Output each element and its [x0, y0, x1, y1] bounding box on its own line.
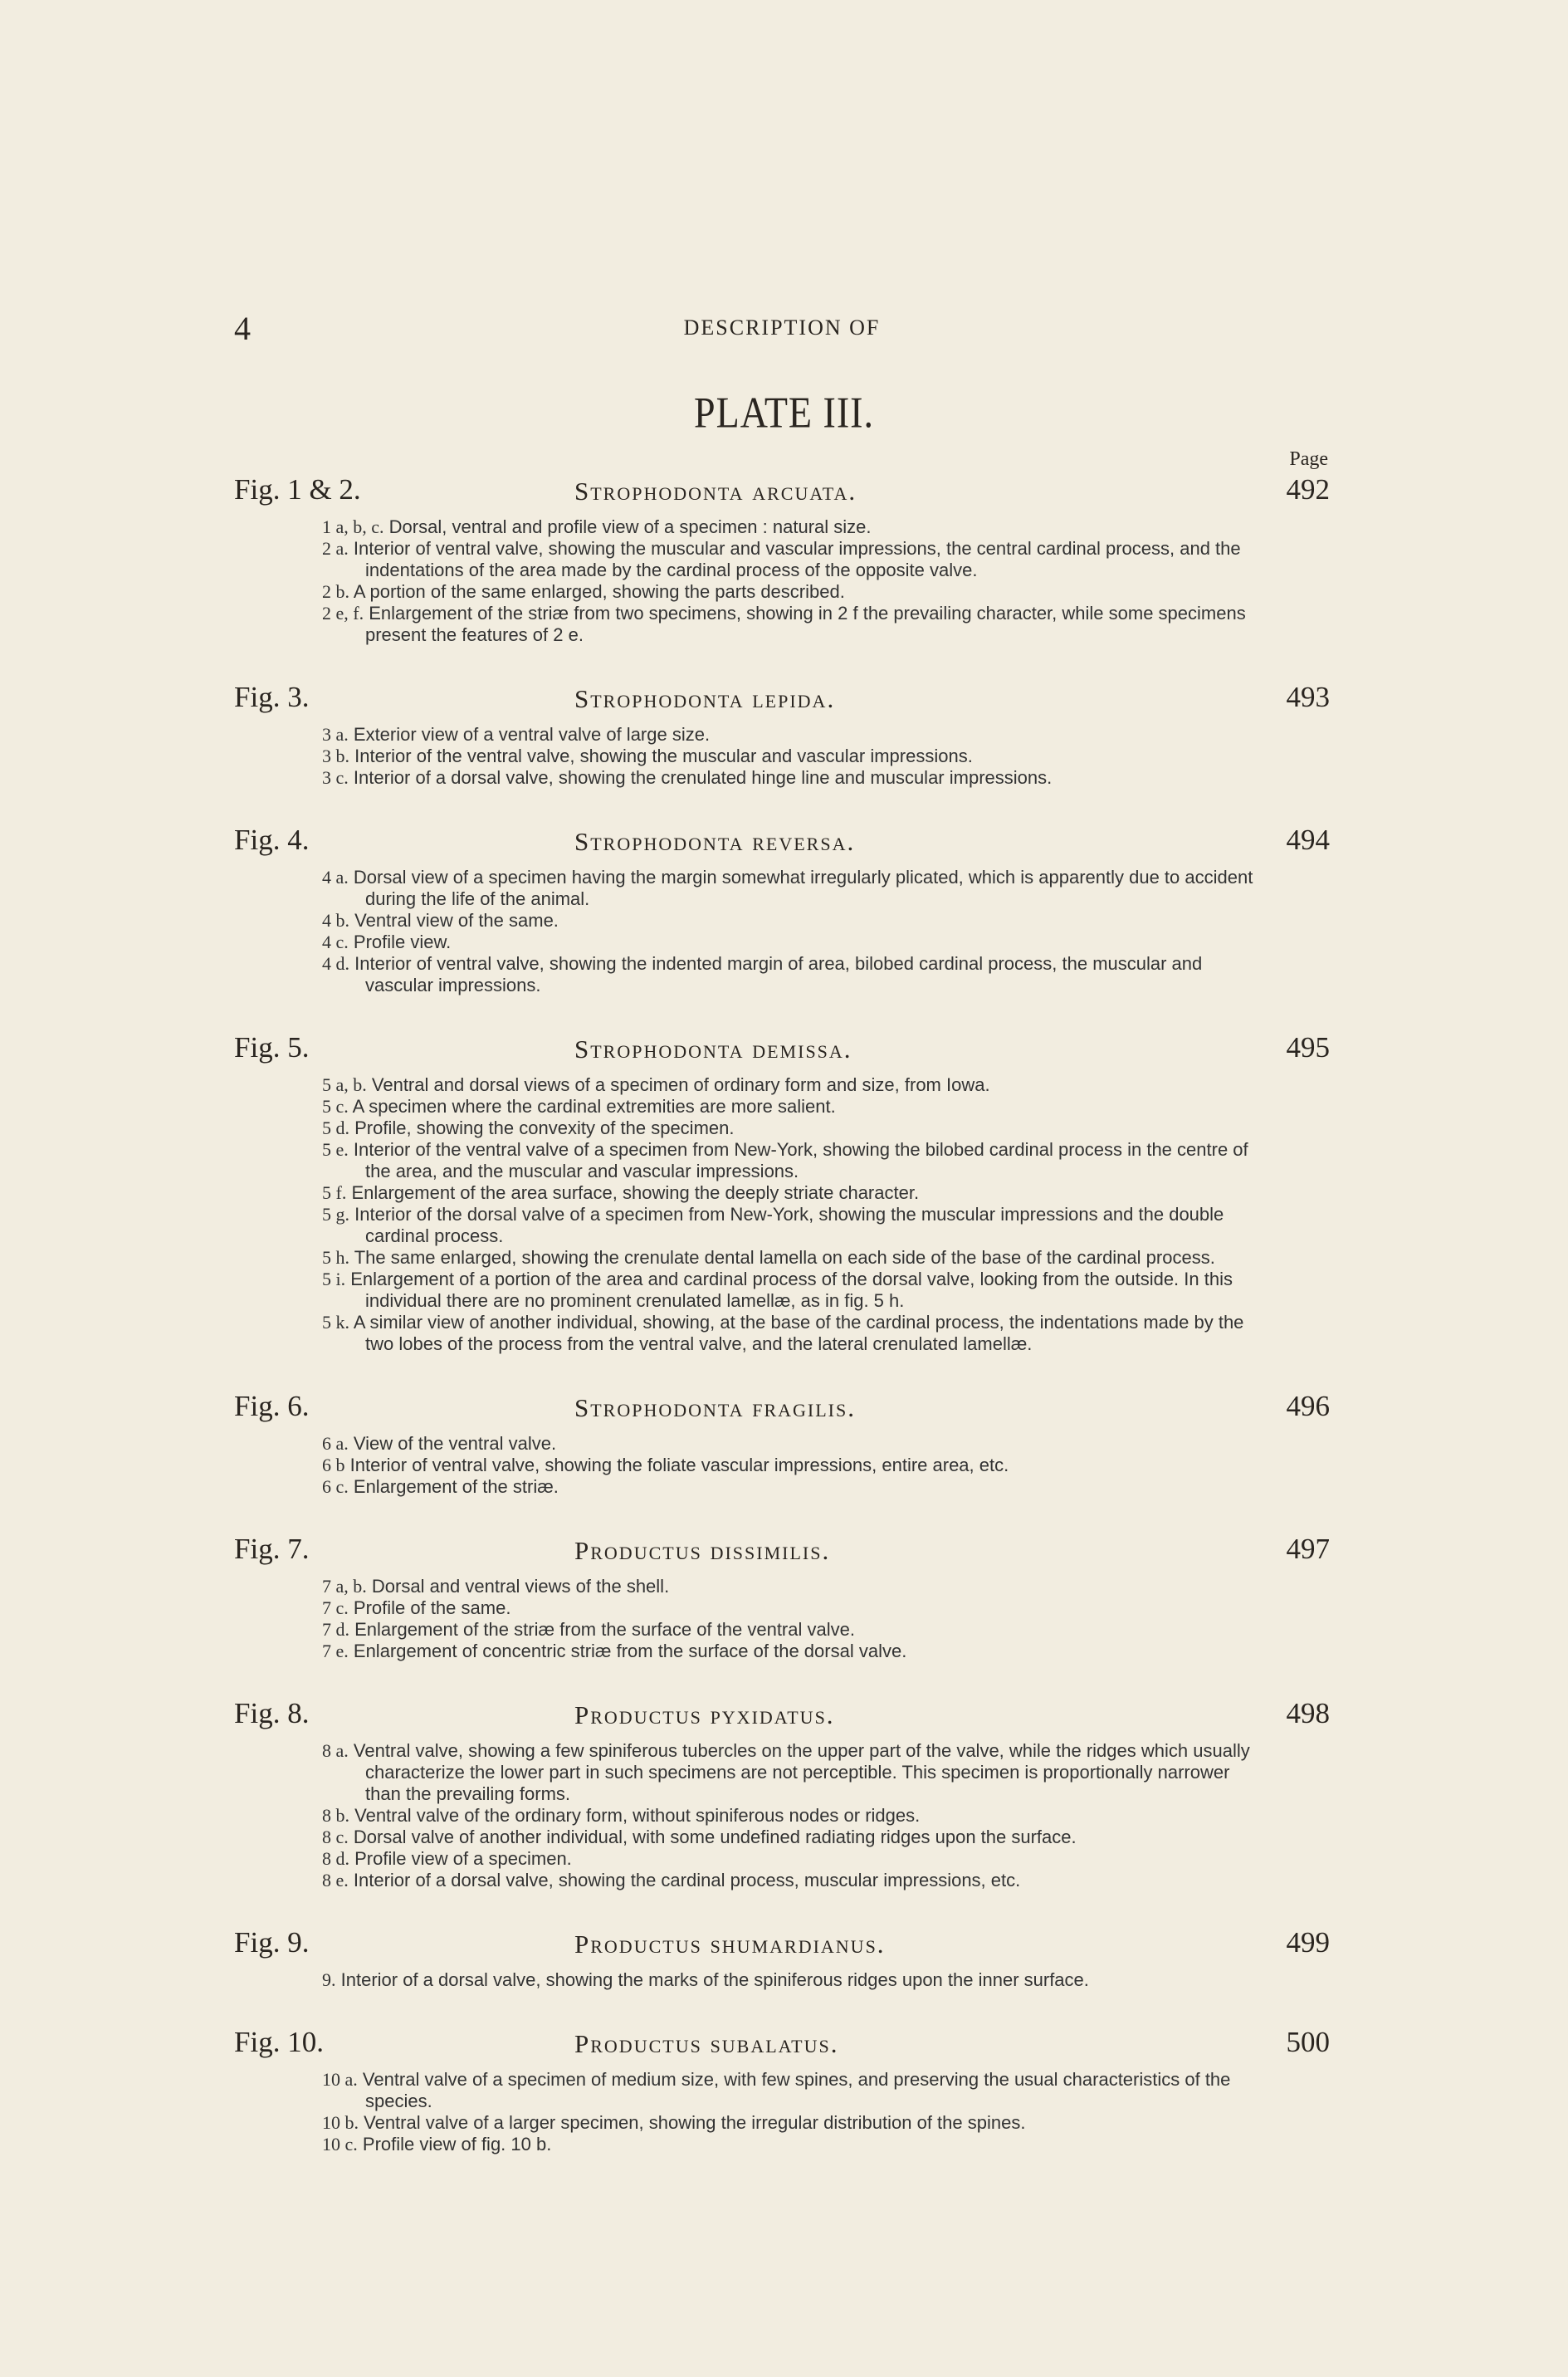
plate-title: PLATE III.	[694, 388, 874, 437]
figure-entry	[322, 1312, 1265, 1355]
figure-entry	[322, 1805, 1265, 1827]
entry-label: 5 i.	[322, 1269, 346, 1289]
entry-text: Dorsal, ventral and profile view of a specimen : natural size.	[388, 516, 872, 537]
figure-entry	[322, 1969, 1265, 1991]
species-name: Productus subalatus.	[574, 2029, 839, 2058]
figure-entry	[322, 1139, 1265, 1182]
figure-entries	[322, 1576, 1265, 1662]
figure-entries	[322, 867, 1265, 996]
entry-text: A similar view of another individual, showing, at the base of the cardinal process, the indentations made by the two lobes of the process from the ventral valve, and the lateral crenulated lamellæ.	[353, 1312, 1244, 1354]
figure-section	[234, 2026, 1330, 2155]
entry-label: 10 a.	[322, 2069, 358, 2090]
figure-section	[234, 1533, 1330, 1662]
entry-label: 5 e.	[322, 1139, 349, 1160]
figure-entry	[322, 1269, 1265, 1312]
entry-label: 9.	[322, 1969, 336, 1990]
figure-entry	[322, 1074, 1265, 1096]
figure-entry	[322, 1096, 1265, 1118]
plate-description	[234, 473, 1330, 2190]
entry-label: 5 f.	[322, 1182, 347, 1203]
entry-text: Profile, showing the convexity of the specimen.	[354, 1118, 735, 1138]
figure-entry	[322, 603, 1265, 646]
figure-entry	[322, 910, 1265, 932]
figure-label: Fig. 8.	[234, 1697, 310, 1729]
entry-label: 2 a.	[322, 538, 349, 559]
figure-entry	[322, 1597, 1265, 1619]
figure-entry	[322, 1433, 1265, 1455]
entry-text: Interior of ventral valve, showing the foliate vascular impressions, entire area, etc.	[349, 1455, 1009, 1475]
page-reference: 498	[1286, 1697, 1330, 1729]
entry-text: Enlargement of concentric striæ from the surface of the dorsal valve.	[353, 1641, 907, 1661]
figure-heading	[234, 681, 1330, 724]
page-reference: 492	[1286, 473, 1330, 506]
entry-text: Enlargement of the striæ.	[353, 1476, 559, 1497]
figure-section	[234, 473, 1330, 646]
entry-label: 3 c.	[322, 767, 349, 788]
entry-text: Exterior view of a ventral valve of large size.	[353, 724, 711, 745]
entry-label: 5 a, b.	[322, 1074, 367, 1095]
entry-label: 2 b.	[322, 581, 349, 602]
figure-entry	[322, 2069, 1265, 2112]
figure-entry	[322, 1204, 1265, 1247]
page-reference: 494	[1286, 824, 1330, 856]
figure-entries	[322, 1740, 1265, 1891]
page-reference: 493	[1286, 681, 1330, 713]
figure-entries	[322, 1433, 1265, 1498]
entry-text: Ventral valve of the ordinary form, without spiniferous nodes or ridges.	[354, 1805, 921, 1826]
entry-text: Dorsal and ventral views of the shell.	[371, 1576, 670, 1597]
entry-text: Interior of the ventral valve of a specimen from New-York, showing the bilobed cardinal process in the centre of the area, and the muscular and vascular impressions.	[353, 1139, 1248, 1181]
figure-section	[234, 1031, 1330, 1355]
figure-entry	[322, 538, 1265, 581]
entry-text: View of the ventral valve.	[353, 1433, 557, 1454]
figure-label: Fig. 1 & 2.	[234, 473, 361, 506]
entry-text: Ventral valve of a specimen of medium size, with few spines, and preserving the usual characteristics of the species.	[362, 2069, 1231, 2111]
figure-entry	[322, 1848, 1265, 1870]
entry-text: A specimen where the cardinal extremities are more salient.	[352, 1096, 836, 1117]
entry-text: Interior of the dorsal valve of a specimen from New-York, showing the muscular impressions and the double cardinal process.	[354, 1204, 1224, 1246]
figure-heading	[234, 824, 1330, 867]
figure-entry	[322, 1870, 1265, 1891]
entry-label: 8 a.	[322, 1740, 349, 1761]
entry-text: Interior of a dorsal valve, showing the cardinal process, muscular impressions, etc.	[353, 1870, 1021, 1890]
figure-entry	[322, 1740, 1265, 1805]
figure-entry	[322, 1182, 1265, 1204]
figure-entries	[322, 1969, 1265, 1991]
figure-section	[234, 1926, 1330, 1991]
figure-entry	[322, 867, 1265, 910]
entry-text: Interior of a dorsal valve, showing the crenulated hinge line and muscular impressions.	[353, 767, 1053, 788]
species-name: Productus dissimilis.	[574, 1536, 831, 1565]
entry-label: 10 c.	[322, 2134, 358, 2154]
figure-entry	[322, 1619, 1265, 1641]
entry-label: 7 d.	[322, 1619, 349, 1640]
entry-label: 5 k.	[322, 1312, 349, 1333]
figure-entry	[322, 2134, 1265, 2155]
figure-label: Fig. 4.	[234, 824, 310, 856]
entry-label: 6 a.	[322, 1433, 349, 1454]
species-name: Strophodonta demissa.	[574, 1034, 852, 1064]
entry-text: A portion of the same enlarged, showing the parts described.	[353, 581, 845, 602]
figure-heading	[234, 1533, 1330, 1576]
page-number: 4	[234, 310, 251, 347]
running-head: DESCRIPTION OF	[683, 315, 881, 340]
species-name: Strophodonta arcuata.	[574, 477, 857, 506]
page-reference: 497	[1286, 1533, 1330, 1565]
figure-heading	[234, 1697, 1330, 1740]
entry-label: 1 a, b, c.	[322, 516, 384, 537]
entry-text: The same enlarged, showing the crenulate dental lamella on each side of the base of the cardinal process.	[354, 1247, 1215, 1268]
figure-entries	[322, 516, 1265, 646]
entry-text: Profile view of fig. 10 b.	[362, 2134, 552, 2154]
entry-text: Interior of ventral valve, showing the indented margin of area, bilobed cardinal process, the muscular and vascular impressions.	[354, 953, 1203, 995]
entry-text: Interior of the ventral valve, showing the muscular and vascular impressions.	[354, 746, 973, 766]
figure-label: Fig. 6.	[234, 1390, 310, 1422]
species-name: Strophodonta fragilis.	[574, 1393, 856, 1422]
figure-entry	[322, 2112, 1265, 2134]
entry-label: 3 a.	[322, 724, 349, 745]
entry-text: Enlargement of the striæ from two specimens, showing in 2 f the prevailing character, while some specimens present the features of 2 e.	[365, 603, 1246, 645]
figure-heading	[234, 1390, 1330, 1433]
entry-text: Ventral valve, showing a few spiniferous tubercles on the upper part of the valve, while the ridges which usually characterize the lower part in such specimens are not perceptible. This specimen is proportionally narrower than the prevailing forms.	[353, 1740, 1250, 1804]
figure-entry	[322, 1247, 1265, 1269]
entry-label: 6 c.	[322, 1476, 349, 1497]
species-name: Strophodonta reversa.	[574, 827, 856, 856]
figure-label: Fig. 5.	[234, 1031, 310, 1064]
entry-label: 7 a, b.	[322, 1576, 367, 1597]
entry-label: 5 h.	[322, 1247, 349, 1268]
entry-text: Interior of ventral valve, showing the muscular and vascular impressions, the central cardinal process, and the indentations of the area made by the cardinal process of the opposite valve.	[353, 538, 1241, 580]
entry-text: Profile of the same.	[353, 1597, 511, 1618]
figure-section	[234, 1697, 1330, 1891]
entry-label: 8 e.	[322, 1870, 349, 1890]
entry-label: 5 d.	[322, 1118, 349, 1138]
figure-entry	[322, 1576, 1265, 1597]
page-header	[234, 309, 1330, 350]
entry-label: 8 d.	[322, 1848, 349, 1869]
species-name: Productus pyxidatus.	[574, 1700, 835, 1729]
entry-text: Enlargement of a portion of the area and cardinal process of the dorsal valve, looking from the outside. In this individual there are no prominent crenulated lamellæ, as in fig. 5 h.	[350, 1269, 1233, 1311]
entry-label: 8 c.	[322, 1827, 349, 1847]
entry-text: Profile view of a specimen.	[354, 1848, 572, 1869]
entry-text: Enlargement of the striæ from the surface of the ventral valve.	[354, 1619, 855, 1640]
figure-entry	[322, 1455, 1265, 1476]
figure-label: Fig. 9.	[234, 1926, 310, 1959]
entry-label: 4 a.	[322, 867, 349, 888]
entry-text: Profile view.	[353, 932, 452, 952]
figure-entry	[322, 516, 1265, 538]
figure-section	[234, 681, 1330, 789]
figure-entry	[322, 1118, 1265, 1139]
figure-entry	[322, 932, 1265, 953]
page-column-label: Page	[1289, 448, 1328, 470]
figure-entry	[322, 1476, 1265, 1498]
entry-label: 3 b.	[322, 746, 349, 766]
entry-text: Interior of a dorsal valve, showing the marks of the spiniferous ridges upon the inner surface.	[340, 1969, 1089, 1990]
figure-entry	[322, 953, 1265, 996]
page-reference: 495	[1286, 1031, 1330, 1064]
species-name: Strophodonta lepida.	[574, 684, 836, 713]
figure-section	[234, 1390, 1330, 1498]
entry-text: Ventral and dorsal views of a specimen of ordinary form and size, from Iowa.	[371, 1074, 990, 1095]
page-reference: 499	[1286, 1926, 1330, 1959]
entry-label: 2 e, f.	[322, 603, 364, 624]
entry-label: 10 b.	[322, 2112, 359, 2133]
entry-text: Ventral valve of a larger specimen, showing the irregular distribution of the spines.	[364, 2112, 1026, 2133]
entry-label: 8 b.	[322, 1805, 349, 1826]
figure-entries	[322, 2069, 1265, 2155]
entry-label: 5 g.	[322, 1204, 349, 1225]
entry-label: 4 b.	[322, 910, 349, 931]
entry-text: Dorsal view of a specimen having the margin somewhat irregularly plicated, which is apparently due to accident during the life of the animal.	[353, 867, 1253, 909]
figure-section	[234, 824, 1330, 996]
figure-entry	[322, 724, 1265, 746]
figure-label: Fig. 10.	[234, 2026, 324, 2058]
entry-label: 5 c.	[322, 1096, 349, 1117]
figure-label: Fig. 3.	[234, 681, 310, 713]
page-reference: 496	[1286, 1390, 1330, 1422]
page-reference: 500	[1286, 2026, 1330, 2058]
entry-label: 6 b	[322, 1455, 345, 1475]
figure-heading	[234, 473, 1330, 516]
figure-entry	[322, 767, 1265, 789]
figure-label: Fig. 7.	[234, 1533, 310, 1565]
figure-entries	[322, 1074, 1265, 1355]
entry-label: 4 c.	[322, 932, 349, 952]
figure-entry	[322, 746, 1265, 767]
figure-entry	[322, 1641, 1265, 1662]
figure-heading	[234, 1926, 1330, 1969]
figure-heading	[234, 1031, 1330, 1074]
figure-entries	[322, 724, 1265, 789]
entry-label: 7 c.	[322, 1597, 349, 1618]
species-name: Productus shumardianus.	[574, 1929, 886, 1959]
entry-label: 7 e.	[322, 1641, 349, 1661]
entry-text: Dorsal valve of another individual, with some undefined radiating ridges upon the surface.	[353, 1827, 1077, 1847]
entry-text: Ventral view of the same.	[354, 910, 559, 931]
figure-entry	[322, 1827, 1265, 1848]
figure-heading	[234, 2026, 1330, 2069]
entry-label: 4 d.	[322, 953, 349, 974]
entry-text: Enlargement of the area surface, showing the deeply striate character.	[351, 1182, 920, 1203]
figure-entry	[322, 581, 1265, 603]
